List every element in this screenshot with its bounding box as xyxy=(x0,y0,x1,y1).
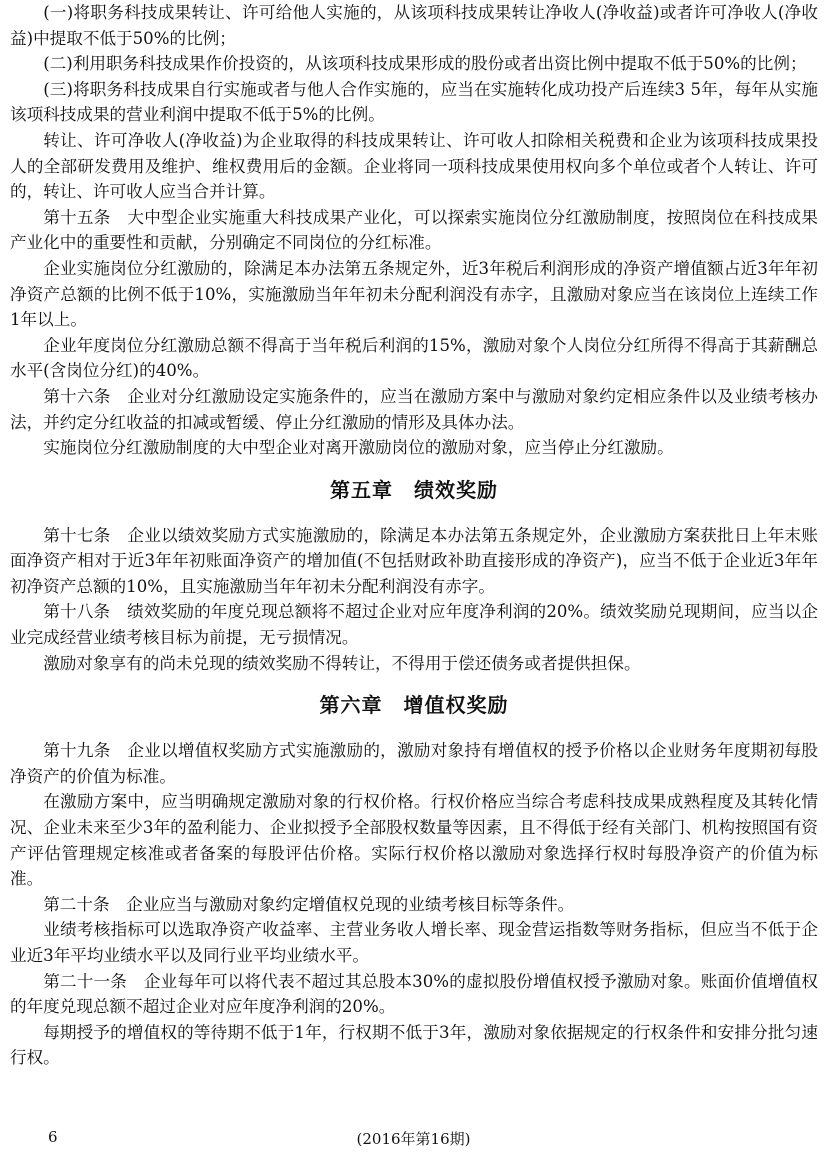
paragraph: 企业实施岗位分红激励的，除满足本办法第五条规定外，近3年税后利润形成的净资产增值额占近3年年初净资产总额的比例不低于10%，实施激励当年年初未分配利润没有赤字，且激励对象应当在该岗位上连续工作1年以上。 xyxy=(10,258,818,330)
document-body xyxy=(10,0,818,1071)
paragraph: 第十五条 大中型企业实施重大科技成果产业化，可以探索实施岗位分红激励制度，按照岗位在科技成果产业化中的重要性和贡献，分别确定不同岗位的分红标准。 xyxy=(10,207,818,253)
chapter-heading: 第五章 绩效奖励 xyxy=(330,477,498,502)
paragraph: (二)利用职务科技成果作价投资的，从该项科技成果形成的股份或者出资比例中提取不低于50%的比例； xyxy=(43,54,807,74)
page-number: 6 xyxy=(48,1128,58,1146)
issue-label: (2016年第16期) xyxy=(356,1130,471,1148)
chapter-heading: 第六章 增值权奖励 xyxy=(319,693,509,718)
paragraph: 在激励方案中，应当明确规定激励对象的行权价格。行权价格应当综合考虑科技成果成熟程度及其转化情况、企业未来至少3年的盈利能力、企业拟授予全部股权数量等因素，且不得低于经有关部门、机构按照国有资产评估管理规定核准或者备案的每股评估价格。实际行权价格以激励对象选择行权时每股净资产的价值为标准。 xyxy=(10,792,818,889)
paragraph: 第十九条 企业以增值权奖励方式实施激励的，激励对象持有增值权的授予价格以企业财务年度期初每股净资产的价值为标准。 xyxy=(10,741,818,786)
paragraph: 第十六条 企业对分红激励设定实施条件的，应当在激励方案中与激励对象约定相应条件以及业绩考核办法，并约定分红收益的扣减或暂缓、停止分红激励的情形及具体办法。 xyxy=(10,386,818,432)
paragraph: 第二十一条 企业每年可以将代表不超过其总股本30%的虚拟股份增值权授予激励对象。账面价值增值权的年度兑现总额不超过企业对应年度净利润的20%。 xyxy=(10,971,818,1017)
paragraph: 企业年度岗位分红激励总额不得高于当年税后利润的15%，激励对象个人岗位分红所得不得高于其薪酬总水平(含岗位分红)的40%。 xyxy=(10,335,818,381)
paragraph: 业绩考核指标可以选取净资产收益率、主营业务收人增长率、现金营运指数等财务指标，但应当不低于企业近3年平均业绩水平以及同行业平均业绩水平。 xyxy=(10,920,818,965)
paragraph: 转让、许可净收人(净收益)为企业取得的科技成果转让、许可收人扣除相关税费和企业为该项科技成果投人的全部研发费用及维护、维权费用后的金额。企业将同一项科技成果使用权向多个单位或者个人转让、许可的，转让、许可收人应当合并计算。 xyxy=(10,130,818,202)
paragraph: 激励对象享有的尚未兑现的绩效奖励不得转让，不得用于偿还债务或者提供担保。 xyxy=(43,653,641,673)
paragraph: (三)将职务科技成果自行实施或者与他人合作实施的，应当在实施转化成功投产后连续3 5年，每年从实施该项科技成果的营业利润中提取不低于5%的比例。 xyxy=(10,79,818,125)
paragraph: 第二十条 企业应当与激励对象约定增值权兑现的业绩考核目标等条件。 xyxy=(43,894,575,914)
paragraph: 第十八条 绩效奖励的年度兑现总额将不超过企业对应年度净利润的20%。绩效奖励兑现期间，应当以企业完成经营业绩考核目标为前提，无亏损情况。 xyxy=(10,602,818,648)
paragraph: (一)将职务科技成果转让、许可给他人实施的，从该项科技成果转让净收人(净收益)或者许可净收人(净收益)中提取不低于50%的比例； xyxy=(10,3,818,48)
paragraph: 每期授予的增值权的等待期不低于1年，行权期不低于3年，激励对象依据规定的行权条件和安排分批匀速行权。 xyxy=(10,1022,818,1068)
paragraph: 实施岗位分红激励制度的大中型企业对离开激励岗位的激励对象，应当停止分红激励。 xyxy=(43,438,674,458)
paragraph: 第十七条 企业以绩效奖励方式实施激励的，除满足本办法第五条规定外，企业激励方案获批日上年末账面净资产相对于近3年年初账面净资产的增加值(不包括财政补助直接形成的净资产)，应当不低于企业近3年年初净资产总额的10%，且实施激励当年年初未分配利润没有赤字。 xyxy=(10,525,818,596)
